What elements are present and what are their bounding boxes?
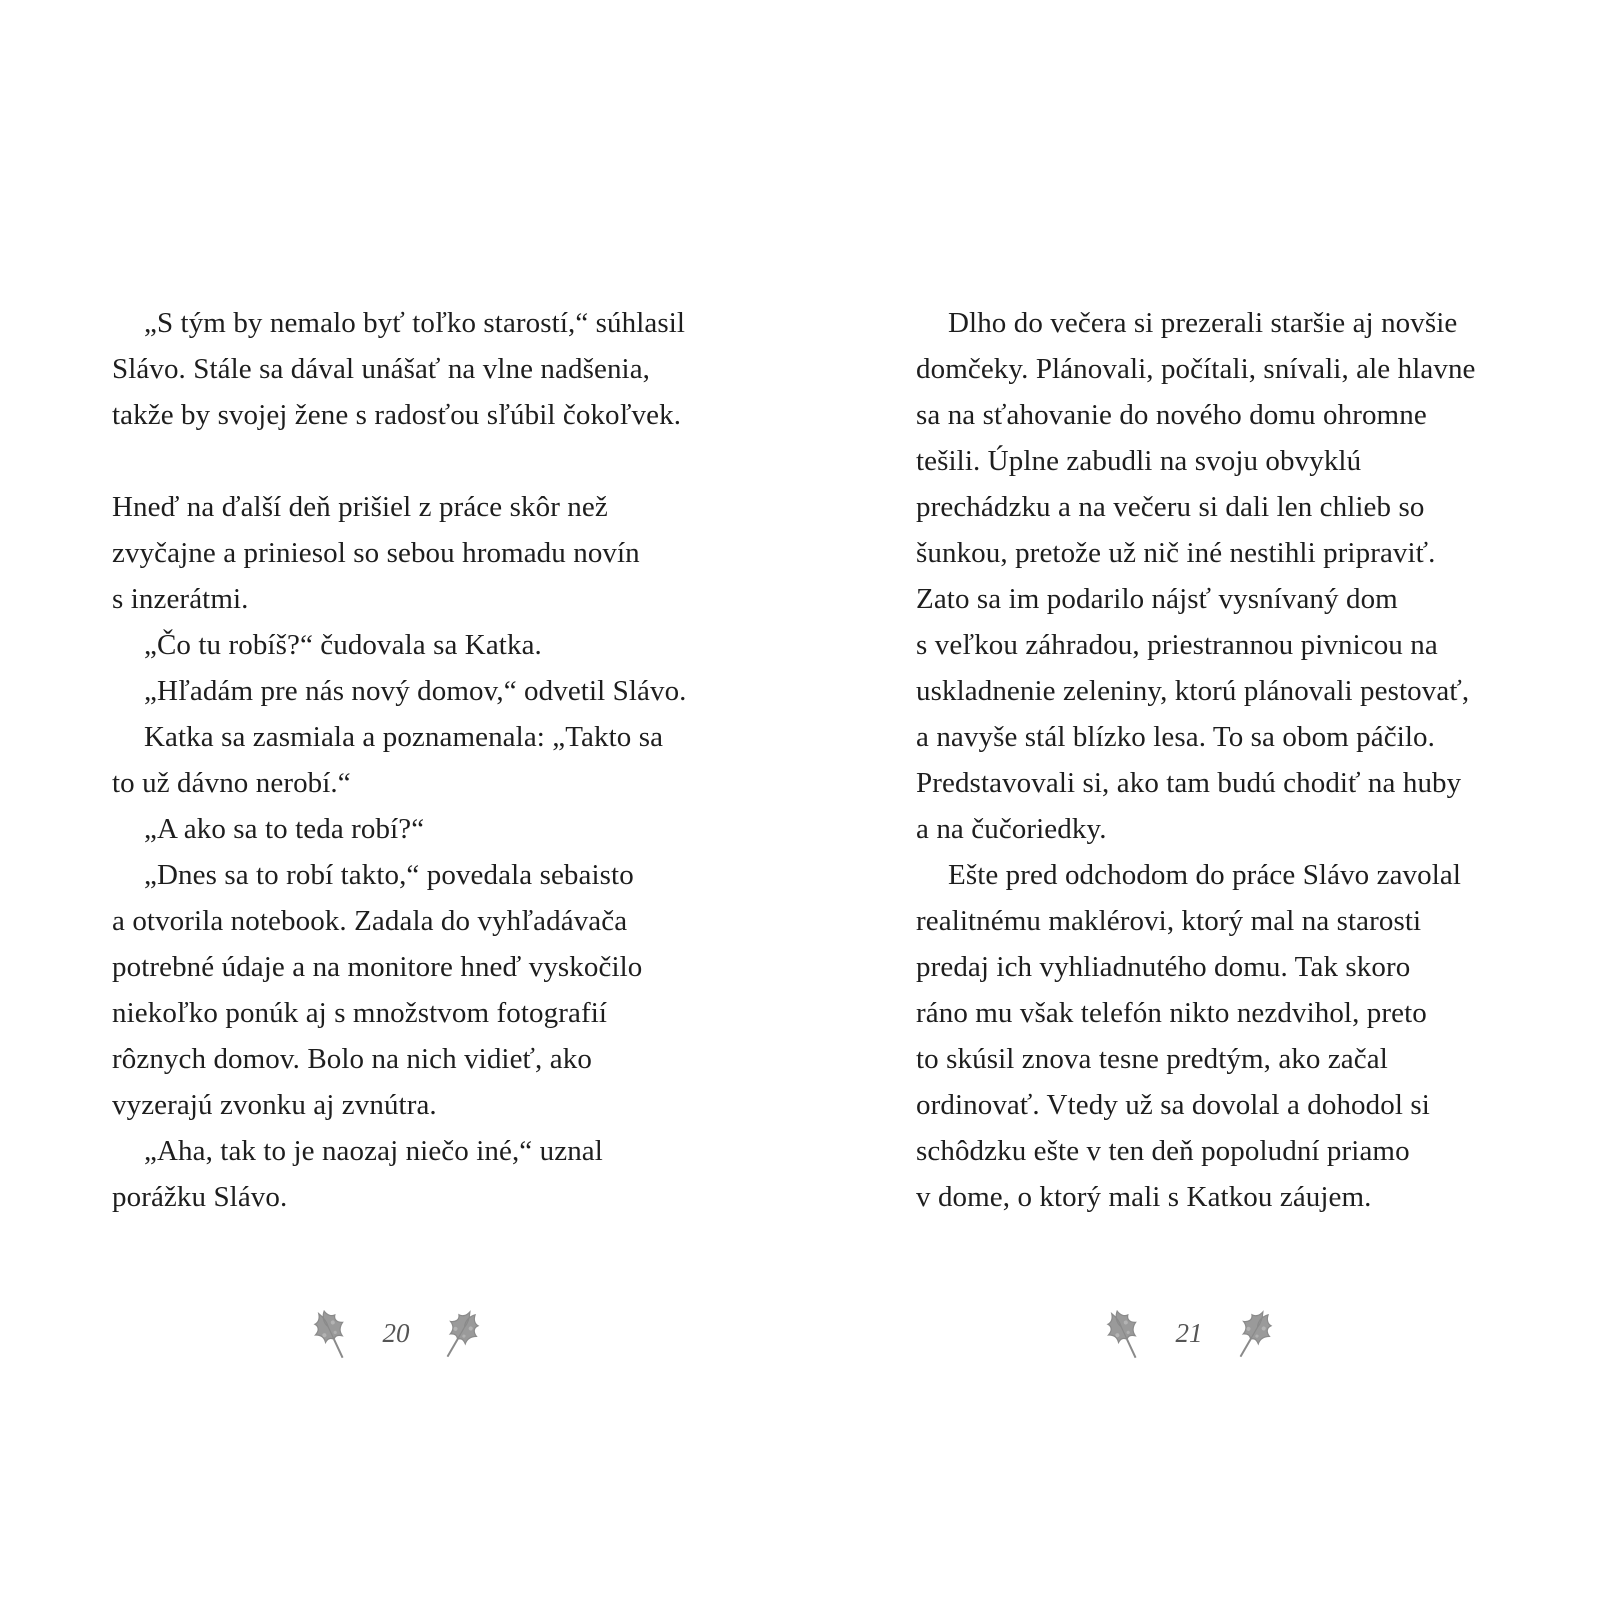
text-line: „S tým by nemalo byť toľko starostí,“ súhlasil (144, 307, 686, 339)
text-line: „Čo tu robíš?“ čudovala sa Katka. (144, 629, 542, 661)
text-line: „A ako sa to teda robí?“ (144, 813, 425, 845)
text-line: rôznych domov. Bolo na nich vidieť, ako (112, 1043, 592, 1075)
text-line: predaj ich vyhliadnutého domu. Tak skoro (916, 951, 1411, 983)
right-page (800, 0, 1600, 1600)
text-line: niekoľko ponúk aj s množstvom fotografií (112, 997, 608, 1029)
text-line: potrebné údaje a na monitore hneď vyskočilo (112, 951, 643, 983)
text-line: uskladnenie zeleniny, ktorú plánovali pestovať, (916, 675, 1470, 707)
text-line: ráno mu však telefón nikto nezdvihol, preto (916, 997, 1427, 1029)
page-number: 20 (382, 1318, 410, 1348)
text-line: porážku Slávo. (112, 1181, 288, 1213)
text-line: „Hľadám pre nás nový domov,“ odvetil Slávo. (144, 675, 687, 707)
blank-line (112, 438, 712, 484)
oak-leaf-icon (422, 1296, 498, 1373)
text-line: „Dnes sa to robí takto,“ povedala sebaisto (144, 859, 634, 891)
oak-leaf-icon (1088, 1297, 1161, 1372)
text-line: Hneď na ďalší deň prišiel z práce skôr než (112, 491, 608, 523)
text-line: sa na sťahovanie do nového domu ohromne (916, 399, 1427, 431)
page-footer-left (305, 1300, 505, 1370)
oak-leaf-icon (295, 1297, 368, 1372)
text-line: Dlho do večera si prezerali staršie aj novšie (948, 307, 1458, 339)
text-line: Predstavovali si, ako tam budú chodiť na huby (916, 767, 1462, 799)
text-line: a otvorila notebook. Zadala do vyhľadávača (112, 905, 628, 937)
text-line: Katka sa zasmiala a poznamenala: „Takto sa (144, 721, 664, 753)
text-line: ordinovať. Vtedy už sa dovolal a dohodol si (916, 1089, 1430, 1121)
page-number: 21 (1175, 1318, 1203, 1348)
text-line: s veľkou záhradou, priestrannou pivnicou na (916, 629, 1438, 661)
text-line: šunkou, pretože už nič iné nestihli pripraviť. (916, 537, 1436, 569)
text-line: takže by svojej žene s radosťou sľúbil čokoľvek. (112, 399, 682, 431)
text-line: realitnému maklérovi, ktorý mal na starosti (916, 905, 1422, 937)
text-line: tešili. Úplne zabudli na svoju obvyklú (916, 445, 1362, 477)
text-line: to skúsil znova tesne predtým, ako začal (916, 1043, 1388, 1075)
text-line: Slávo. Stále sa dával unášať na vlne nadšenia, (112, 353, 651, 385)
text-line: prechádzku a na večeru si dali len chlieb so (916, 491, 1425, 523)
text-line: to už dávno nerobí.“ (112, 767, 351, 799)
text-line: schôdzku ešte v ten deň popoludní priamo (916, 1135, 1410, 1167)
text-line: Ešte pred odchodom do práce Slávo zavolal (948, 859, 1462, 891)
page-footer-right (1098, 1300, 1298, 1370)
text-line: a navyše stál blízko lesa. To sa obom páčilo. (916, 721, 1435, 753)
text-line: a na čučoriedky. (916, 813, 1107, 845)
right-page-text (916, 300, 1516, 1220)
text-line: s inzerátmi. (112, 583, 249, 615)
text-line: Zato sa im podarilo nájsť vysnívaný dom (916, 583, 1398, 615)
text-line: domčeky. Plánovali, počítali, snívali, ale hlavne (916, 353, 1476, 385)
text-line: zvyčajne a priniesol so sebou hromadu novín (112, 537, 640, 569)
left-page-text (112, 300, 712, 1220)
text-line: vyzerajú zvonku aj zvnútra. (112, 1089, 437, 1121)
text-line: v dome, o ktorý mali s Katkou záujem. (916, 1181, 1372, 1213)
oak-leaf-icon (1215, 1296, 1291, 1373)
text-line: „Aha, tak to je naozaj niečo iné,“ uznal (144, 1135, 603, 1167)
